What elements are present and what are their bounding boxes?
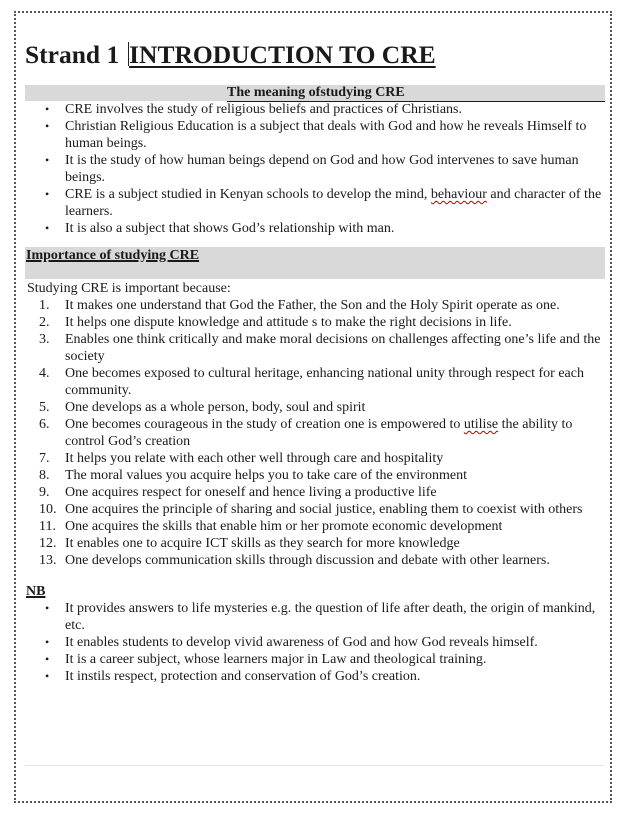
section-heading-importance-text: Importance of studying CRE bbox=[26, 248, 200, 263]
page-title bbox=[25, 38, 607, 72]
bullet-icon: • bbox=[45, 119, 50, 133]
item-text: One develops as a whole person, body, soul and spirit bbox=[65, 400, 366, 415]
document-body bbox=[25, 38, 607, 685]
list-item bbox=[25, 518, 607, 535]
list-item bbox=[25, 314, 607, 331]
bullet-icon: • bbox=[45, 669, 50, 683]
item-number: 7. bbox=[39, 451, 50, 466]
section-heading-meaning-text: The meaning ofstudying CRE bbox=[227, 84, 605, 102]
bullet-icon: • bbox=[45, 221, 50, 235]
item-text: CRE is a subject studied in Kenyan schools to develop the mind, bbox=[65, 187, 431, 202]
meaning-bullet-list bbox=[25, 101, 607, 237]
bullet-icon: • bbox=[45, 601, 50, 615]
item-text: It provides answers to life mysteries e.g. the question of life after death, the origin of mankind, etc. bbox=[65, 601, 596, 633]
item-number: 2. bbox=[39, 315, 50, 330]
item-number: 10. bbox=[39, 502, 57, 517]
list-item bbox=[25, 331, 607, 365]
strand-label: Strand 1 bbox=[25, 40, 120, 69]
bullet-icon: • bbox=[45, 187, 50, 201]
item-number: 12. bbox=[39, 536, 57, 551]
item-text: It helps you relate with each other well through care and hospitality bbox=[65, 451, 444, 466]
item-text: It makes one understand that God the Father, the Son and the Holy Spirit operate as one. bbox=[65, 298, 560, 313]
bullet-icon: • bbox=[45, 102, 50, 116]
item-number: 11. bbox=[39, 519, 56, 534]
item-text: The moral values you acquire helps you to take care of the environment bbox=[65, 468, 467, 483]
bottom-rule bbox=[25, 765, 605, 766]
list-item bbox=[25, 634, 607, 651]
list-item bbox=[25, 186, 607, 220]
nb-heading: NB bbox=[26, 584, 46, 599]
item-text: CRE involves the study of religious beliefs and practices of Christians. bbox=[65, 102, 462, 117]
list-item bbox=[25, 297, 607, 314]
list-item bbox=[25, 467, 607, 484]
item-text: One acquires respect for oneself and hence living a productive life bbox=[65, 485, 437, 500]
importance-numbered-list bbox=[25, 297, 607, 569]
list-item bbox=[25, 484, 607, 501]
bullet-icon: • bbox=[45, 652, 50, 666]
section-heading-meaning bbox=[25, 85, 605, 101]
item-number: 8. bbox=[39, 468, 50, 483]
item-text: and character of the learners. bbox=[65, 187, 602, 219]
bullet-icon: • bbox=[45, 153, 50, 167]
item-text: It instils respect, protection and conservation of God’s creation. bbox=[65, 669, 421, 684]
item-number: 6. bbox=[39, 417, 50, 432]
item-text: It enables one to acquire ICT skills as they search for more knowledge bbox=[65, 536, 460, 551]
item-text: Enables one think critically and make moral decisions on challenges affecting one’s life and the society bbox=[65, 332, 601, 364]
item-text: One becomes exposed to cultural heritage, enhancing national unity through respect for each community. bbox=[65, 366, 584, 398]
item-text: One acquires the skills that enable him or her promote economic development bbox=[65, 519, 503, 534]
topic-title: INTRODUCTION TO CRE bbox=[129, 40, 436, 69]
item-text: It is the study of how human beings depend on God and how God intervenes to save human beings. bbox=[65, 153, 579, 185]
item-number: 1. bbox=[39, 298, 50, 313]
item-number: 9. bbox=[39, 485, 50, 500]
item-number: 3. bbox=[39, 332, 50, 347]
list-item bbox=[25, 450, 607, 467]
item-text: One becomes courageous in the study of creation one is empowered to bbox=[65, 417, 464, 432]
list-item bbox=[25, 220, 607, 237]
list-item bbox=[25, 535, 607, 552]
item-text: It is a career subject, whose learners major in Law and theological training. bbox=[65, 652, 487, 667]
item-number: 5. bbox=[39, 400, 50, 415]
nb-bullet-list bbox=[25, 600, 607, 685]
list-item bbox=[25, 118, 607, 152]
list-item bbox=[25, 101, 607, 118]
list-item bbox=[25, 365, 607, 399]
item-text: One develops communication skills through discussion and debate with other learners. bbox=[65, 553, 550, 568]
list-item bbox=[25, 600, 607, 634]
item-text: It enables students to develop vivid awareness of God and how God reveals himself. bbox=[65, 635, 538, 650]
item-text: the ability to control God’s creation bbox=[65, 417, 573, 449]
list-item bbox=[25, 152, 607, 186]
section-heading-importance bbox=[25, 247, 605, 279]
spellcheck-flagged-word: utilise bbox=[463, 417, 499, 432]
list-item bbox=[25, 552, 607, 569]
list-item bbox=[25, 651, 607, 668]
item-number: 13. bbox=[39, 553, 57, 568]
importance-intro: Studying CRE is important because: bbox=[27, 281, 231, 296]
item-text: One acquires the principle of sharing and social justice, enabling them to coexist with others bbox=[65, 502, 583, 517]
item-number: 4. bbox=[39, 366, 50, 381]
spellcheck-flagged-word: behaviour bbox=[430, 187, 487, 202]
item-text: Christian Religious Education is a subject that deals with God and how he reveals Himself to human beings. bbox=[65, 119, 587, 151]
list-item bbox=[25, 416, 607, 450]
bullet-icon: • bbox=[45, 635, 50, 649]
list-item bbox=[25, 399, 607, 416]
item-text: It is also a subject that shows God’s relationship with man. bbox=[65, 221, 395, 236]
list-item bbox=[25, 501, 607, 518]
list-item bbox=[25, 668, 607, 685]
item-text: It helps one dispute knowledge and attitude s to make the right decisions in life. bbox=[65, 315, 512, 330]
